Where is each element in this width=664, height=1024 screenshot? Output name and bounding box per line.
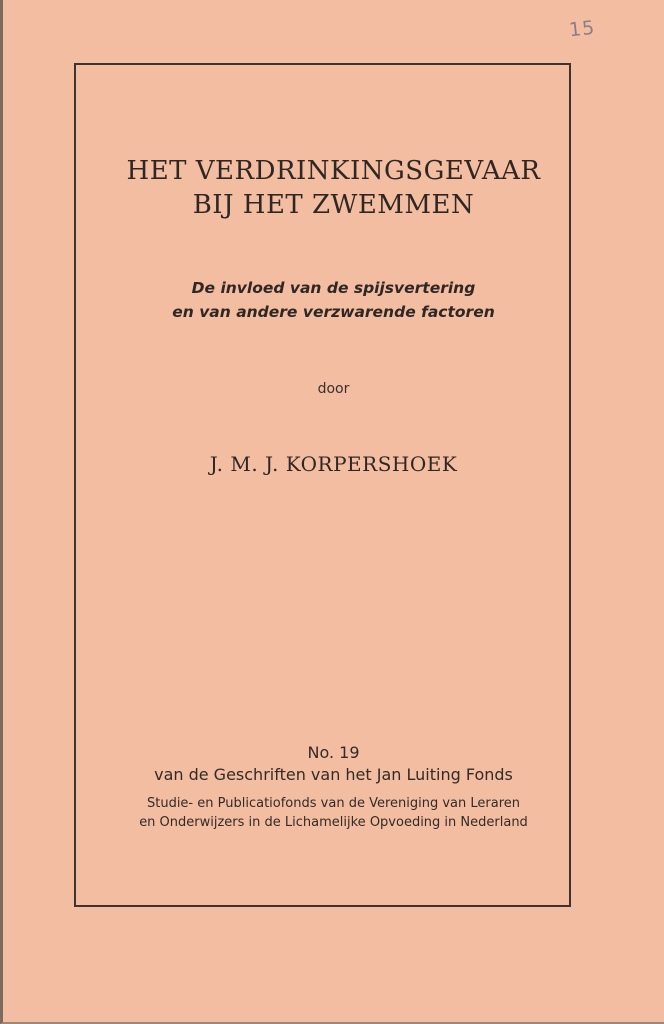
author-name: J. M. J. KORPERSHOEK (209, 452, 458, 476)
subtitle-line-2: en van andere verzwarende factoren (172, 303, 495, 321)
title-line-2: BIJ HET ZWEMMEN (192, 190, 475, 220)
series-description-line-2: en Onderwijzers in de Lichamelijke Opvoeding in Nederland (139, 815, 528, 830)
title-line-1: HET VERDRINKINGSGEVAAR (126, 156, 541, 186)
series-name: van de Geschriften van het Jan Luiting Fonds (154, 765, 513, 784)
handwritten-note: 15 (567, 16, 597, 42)
byline: door (317, 381, 350, 397)
series-number: No. 19 (307, 743, 360, 762)
series-description-line-1: Studie- en Publicatiofonds van de Vereniging van Leraren (146, 796, 520, 811)
subtitle-line-1: De invloed van de spijsvertering (191, 279, 476, 297)
